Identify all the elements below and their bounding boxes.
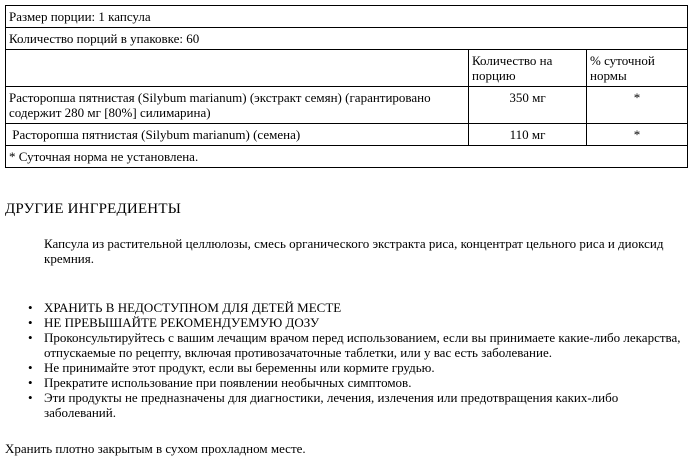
- ingredient-amount: 350 мг: [469, 87, 587, 124]
- warnings-list: [22, 300, 682, 420]
- table-row: [6, 124, 688, 146]
- other-ingredients-text: Капсула из растительной целлюлозы, смесь органического экстракта риса, концентрат цельного риса и диоксид кремния.: [44, 236, 664, 266]
- list-item: • Не принимайте этот продукт, если вы беременны или кормите грудью.: [22, 360, 682, 375]
- header-daily-value: % суточной нормы: [587, 50, 688, 87]
- ingredient-daily-value: *: [587, 124, 688, 146]
- storage-instructions: Хранить плотно закрытым в сухом прохладном месте.: [5, 441, 306, 456]
- list-item: • НЕ ПРЕВЫШАЙТЕ РЕКОМЕНДУЕМУЮ ДОЗУ: [22, 315, 682, 330]
- ingredient-amount: 110 мг: [469, 124, 587, 146]
- other-ingredients-title: ДРУГИЕ ИНГРЕДИЕНТЫ: [5, 201, 181, 217]
- list-item: • ХРАНИТЬ В НЕДОСТУПНОМ ДЛЯ ДЕТЕЙ МЕСТЕ: [22, 300, 682, 315]
- list-item: • Проконсультируйтесь с вашим лечащим врачом перед использованием, если вы принимаете какие-либо лекарства, отпускаемые по рецепту, включая противозачаточные таблетки, или у вас есть заболевание.: [22, 330, 682, 360]
- header-blank: [6, 50, 469, 87]
- serving-size: Размер порции: 1 капсула: [6, 6, 688, 28]
- ingredient-name: Расторопша пятнистая (Silybum marianum) (семена): [6, 124, 469, 146]
- ingredient-name: Расторопша пятнистая (Silybum marianum) (экстракт семян) (гарантировано содержит 280 мг [80%] силимарина): [6, 87, 469, 124]
- table-row: [6, 87, 688, 124]
- table-header-row: [6, 50, 688, 87]
- list-item: • Эти продукты не предназначены для диагностики, лечения, излечения или предотвращения каких-либо заболеваний.: [22, 390, 682, 420]
- list-item: • Прекратите использование при появлении необычных симптомов.: [22, 375, 682, 390]
- supplement-facts-table: [5, 5, 688, 168]
- ingredient-daily-value: *: [587, 87, 688, 124]
- serving-size-row: [6, 6, 688, 28]
- servings-per-container-row: [6, 28, 688, 50]
- footnote-row: [6, 146, 688, 168]
- header-amount: Количество на порцию: [469, 50, 587, 87]
- servings-per-container: Количество порций в упаковке: 60: [6, 28, 688, 50]
- footnote: * Суточная норма не установлена.: [6, 146, 688, 168]
